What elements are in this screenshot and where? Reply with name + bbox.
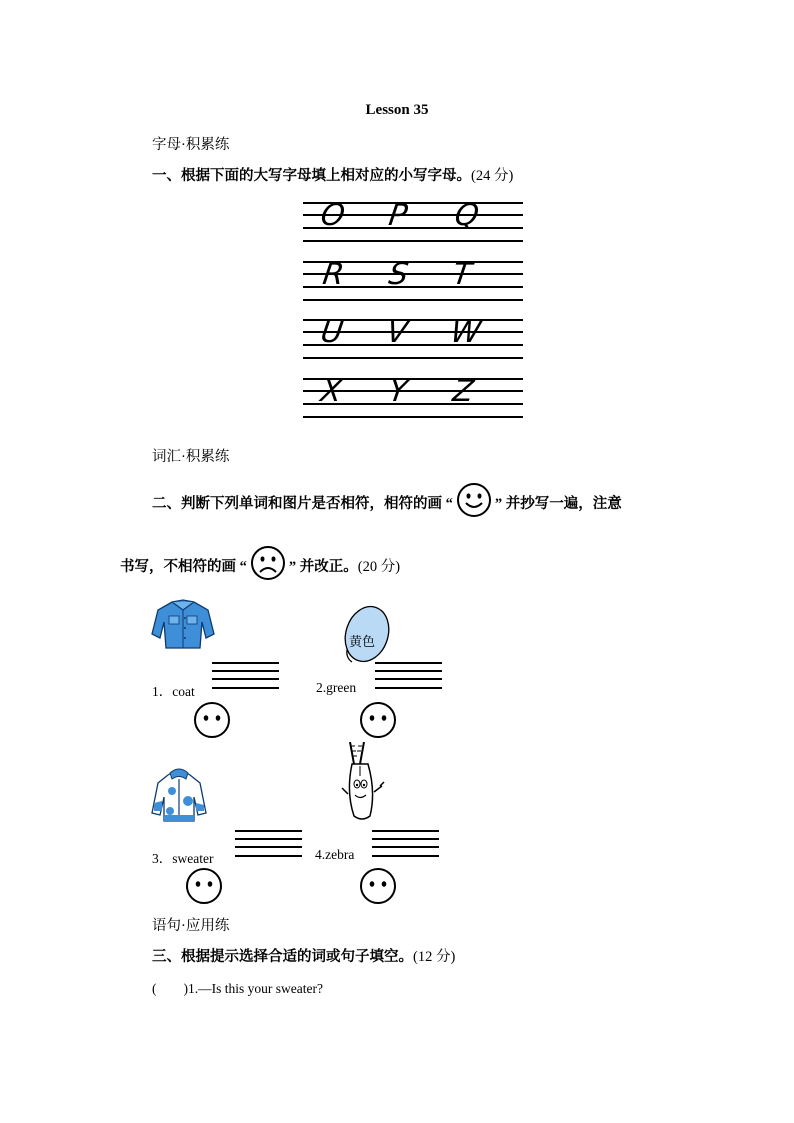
happy-face-icon	[456, 482, 492, 523]
answer-lines-3[interactable]	[235, 830, 302, 858]
item-2-label: 2.green	[316, 680, 357, 695]
neutral-face-icon[interactable]	[359, 867, 397, 910]
question-2-line-2	[120, 545, 400, 585]
neutral-face-icon[interactable]	[193, 701, 231, 744]
uppercase-letter: S	[386, 257, 411, 292]
question-2-line-1	[152, 482, 622, 522]
question-2-text-part2: ” 并抄写一遍，注意	[494, 496, 622, 512]
uppercase-letter: W	[448, 315, 484, 350]
question-1-text: 一、根据下面的大写字母填上相对应的小写字母。	[152, 168, 471, 184]
uppercase-letter: U	[318, 315, 346, 350]
question-3-item-1[interactable]: ( )1.—Is this your sweater?	[152, 981, 323, 996]
jacket-icon	[150, 767, 208, 828]
question-2-text-part1: 二、判断下列单词和图片是否相符，相符的画 “	[152, 496, 453, 512]
neutral-face-icon[interactable]	[185, 867, 223, 910]
section-header-vocab: 词汇·积累练	[152, 449, 230, 465]
question-3-prompt	[152, 945, 455, 966]
uppercase-letter: R	[320, 257, 347, 292]
question-2-text-part4: ” 并改正。	[288, 559, 358, 575]
question-1-prompt	[152, 164, 513, 185]
section-header-letters: 字母·积累练	[152, 137, 230, 153]
uppercase-letter: Q	[452, 198, 482, 233]
answer-lines-2[interactable]	[375, 662, 442, 690]
sad-face-icon	[250, 545, 286, 586]
item-3-label: 3．sweater	[152, 851, 214, 866]
egg-picture-text: 黄色	[349, 635, 376, 650]
uppercase-letter: Z	[450, 374, 477, 409]
page-title: Lesson 35	[365, 102, 429, 118]
uppercase-letter: X	[318, 374, 345, 409]
uppercase-letter: Y	[386, 374, 410, 409]
uppercase-letter: V	[384, 315, 410, 350]
uppercase-letter: P	[386, 198, 410, 233]
uppercase-letter: T	[450, 257, 474, 292]
question-3-text: 三、根据提示选择合适的词或句子填空。	[152, 949, 413, 965]
question-1-score: (24 分)	[471, 168, 514, 184]
section-header-sentences: 语句·应用练	[152, 918, 230, 934]
letter-writing-grid	[303, 198, 523, 428]
zipper-icon	[340, 742, 386, 827]
uppercase-letter: O	[318, 198, 348, 233]
question-2-score: (20 分)	[357, 559, 401, 575]
answer-lines-1[interactable]	[212, 662, 279, 690]
item-1-label: 1．coat	[152, 684, 195, 699]
neutral-face-icon[interactable]	[359, 701, 397, 744]
item-4-label: 4.zebra	[315, 847, 355, 862]
answer-lines-4[interactable]	[372, 830, 439, 858]
question-3-score: (12 分)	[413, 949, 456, 965]
shirt-icon	[150, 598, 216, 655]
question-2-text-part3: 书写，不相符的画 “	[120, 559, 247, 575]
